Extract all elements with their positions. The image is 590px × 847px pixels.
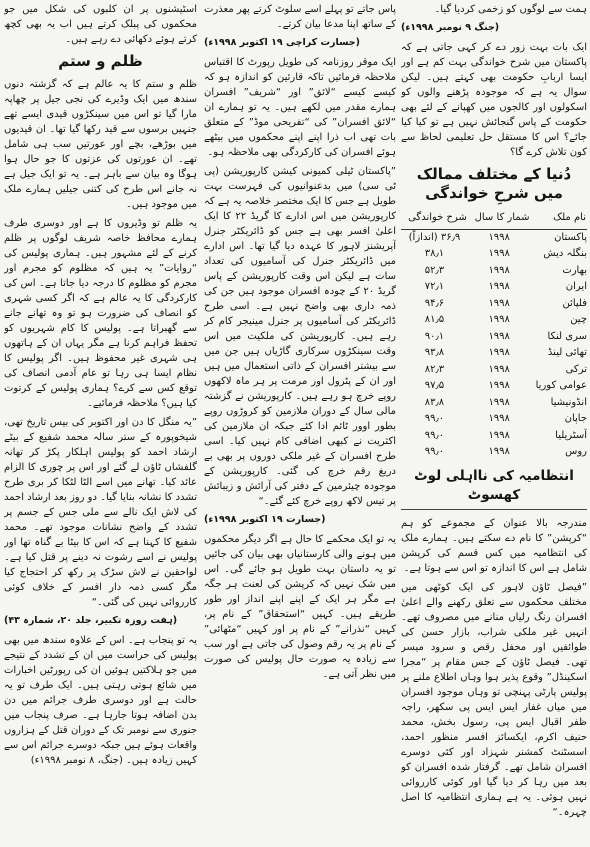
table-cell: ۹۴٫۶ bbox=[424, 297, 445, 309]
table-cell: ۱۹۹۸ bbox=[488, 380, 510, 391]
table-cell: ۱۹۹۸ bbox=[488, 363, 510, 375]
table-cell: عوامی کوریا bbox=[535, 380, 587, 391]
column-left bbox=[4, 2, 197, 845]
table-cell: ۱۹۹۸ bbox=[488, 281, 510, 292]
table-cell: تھائی لینڈ bbox=[547, 347, 587, 358]
literacy-table bbox=[401, 209, 587, 461]
source-citation: (جسارت ۱۹ اکتوبر ۱۹۹۸ء) bbox=[204, 514, 326, 525]
table-cell: بھارت bbox=[562, 264, 587, 276]
article-text: ایک موقر روزنامہ کی طویل رپورٹ کا اقتباس ملاحظہ فرمائیں تاکہ قارئین کو اندازہ ہو کہ کیسے کیسے “لائق” اور “شریف” افسران ہمارے مقدر میں لکھے ہیں۔ یہ تو ہمارے ان “لائق افسران” کی “تفریحی موڈ” کے متعلق بات تھی اب ذرا اپنے اپنے محکموں میں بیٹھے ہوئے افسران کی کارکردگی بھی ملاحظہ ہو۔ bbox=[204, 57, 396, 158]
column-header: شرح خواندگی bbox=[401, 209, 468, 229]
table-cell: بنگلہ دیش bbox=[543, 248, 587, 259]
table-cell: سری لنکا bbox=[547, 330, 587, 342]
table-cell: ۸۳٫۸ bbox=[424, 396, 445, 408]
table-row bbox=[401, 312, 587, 329]
table-cell: ۳۸٫۱ bbox=[424, 248, 445, 259]
table-cell: ۱۹۹۸ bbox=[488, 446, 510, 457]
article-text: ظلم و ستم کا یہ عالم ہے کہ گزشتہ دنوں سندھ میں ایک وڈیرے کی نجی جیل پر چھاپہ مارا گیا تو اس میں سینکڑوں قیدی ایسے تھے جنہیں برسوں سے قید رکھا گیا تھا۔ ان قیدیوں میں بوڑھے، بچے اور عورتیں سب ہی شامل تھے۔ ان عورتوں کی عزتوں کا جو حال ہوا ہوگا وہ بیان سے باہر ہے۔ یہ تو ایک جیل ہے نہ جانے اس طرح کی کتنی جیلیں ہمارے ملک میں موجود ہیں۔ bbox=[4, 79, 197, 210]
table-row bbox=[401, 329, 587, 346]
article-text: ”فیصل ٹاؤن لاہور کی ایک کوٹھی میں مختلف محکموں سے تعلق رکھنے والے اعلیٰ افسران رنگ رلیاں منانے میں مصروف تھے۔ انہیں غیر ملکی شراب، بازار حسن کی طوائفیں اور محفل رقص و سرود میسر تھی۔ فیصل ٹاؤن کے جس مقام پر “مجرا اسکینڈل” وقوع پذیر ہوا وہاں اطلاع ملنے پر پولیس پارٹی پہنچی تو وہاں موجود افسران میں میاں غفار ایس ایس پی سکھر، راجہ ظفر اقبال ایس پی، رسول بخش، محمد حنیف اکرم، ایکسائز افسر منظور احمد، اسسٹنٹ کمشنر شہزاد اور کئی دوسرے افسران شامل تھے۔ گرفتار شدہ افسران کو بعد میں رہا کر دیا گیا اور کوئی کارروائی نہیں ہوئی۔ یہ ہے ہماری انتظامیہ کا اصل چہرہ۔“ bbox=[401, 581, 587, 818]
table-cell: ۸۲٫۳ bbox=[424, 363, 445, 375]
article-text: یہ تو پنجاب ہے۔ اس کے علاوہ سندھ میں بھی پولیس کی حراست میں ان کے تشدد کے نتیجے میں جو ہلاکتیں ہوئیں ان کی رپورٹیں اخبارات میں شائع ہوتی رہتی ہیں۔ ایک طرف تو یہ حالت ہے اور دوسری طرف جرائم میں دن بدن اضافہ ہوتا جارہا ہے۔ صرف پنجاب میں جنوری سے نومبر تک کے دوران قتل کے ہزاروں واقعات ہوئے ہیں جبکہ دوسرے جرائم اس سے کہیں زیادہ ہیں۔ (جنگ، ۸ نومبر ۱۹۹۸ء) bbox=[4, 635, 197, 766]
article-text: یہ ظلم تو وڈیروں کا ہے اور دوسری طرف ہمارے محافظ خاصہ شریف لوگوں پر ظلم کرنے کے لئے مشہور ہیں۔ ہماری پولیس کی “روایات” یہ ہیں کہ مظلوم کو مجرم اور مجرم کو مظلوم کا درجہ دیا جاتا ہے۔ اس کی کارکردگی کا یہ عالم ہے کہ اگر کسی شہری کو انصاف کی ضرورت ہو تو وہ تھانے جانے سے گھبراتا ہے۔ پولیس کا کام شہریوں کو تحفظ فراہم کرنا ہے مگر یہاں ان کے ہاتھوں ہی شہری غیر محفوظ ہیں۔ اگر پولیس کا نظام ایسا ہی رہا تو عام آدمی انصاف کی توقع کس سے کرے؟ ہماری پولیس کے کرتوت کیا ہیں؟ ملاحظہ فرمائیے۔ bbox=[4, 218, 197, 409]
table-cell: جاپان bbox=[564, 413, 587, 424]
article-text: یہ تو ایک محکمے کا حال ہے اگر دیگر محکموں میں ہونے والی کارستانیاں بھی بیان کی جائیں تو یہ داستان بہت طویل ہو جائے گی۔ اس میں شک نہیں کہ کرپشن کی لعنت ہر جگہ ہے مگر ہر ایک کے اپنے اپنے انداز اور طور طریقے ہیں۔ کہیں “استحقاق” کے نام پر، کہیں “نذرانے” کے نام پر اور کہیں “مٹھائی” کے نام پر یہ رقم وصول کی جاتی ہے اور سب سے زیادہ یہ صورت حال پولیس کی صورت میں نظر آتی ہے۔ bbox=[204, 534, 396, 680]
table-row bbox=[401, 378, 587, 395]
table-row bbox=[401, 279, 587, 296]
table-cell: ۱۹۹۸ bbox=[488, 396, 510, 408]
table-cell: پاکستان bbox=[554, 231, 587, 243]
column-middle bbox=[204, 2, 396, 845]
article-text: اسٹیشنوں پر ان کلبوں کی شکل میں جو محکموں کی پبلک کرتے ہیں اب یہ بھی کچھ کرتے ہوئے دکھائی دے رہے ہیں۔ bbox=[4, 4, 197, 45]
table-cell: ۱۹۹۸ bbox=[488, 264, 510, 276]
article-text: ”پاکستان ٹیلی کمیونی کیشن کارپوریشن (پی ٹی سی) میں بدعنوانیوں کی فہرست بہت طویل ہے جس کا ایک مختصر خلاصہ یہ ہے کہ کارپوریشن میں اس ادارے کا گریڈ ۲۲ کا ایک اعلیٰ افسر بھی ہے جس کو ڈائریکٹر جنرل آپریشنز لاہور کا عہدہ دیا گیا تھا۔ اس ادارے میں ڈائریکٹر جنرل کی آسامیوں کی تعداد سات ہے لیکن اس وقت کارپوریشن کے پاس گریڈ ۲۰ کے چودہ افسران موجود ہیں جن کی ذمہ داری بھی واضح نہیں ہے۔ اسی طرح ڈائریکٹر کی آسامیوں پر جنرل مینیجر کام کر رہے ہیں۔ کارپوریشن کی ملکیت میں اس وقت سینکڑوں سرکاری گاڑیاں ہیں جن میں سے بیشتر افسران کے ذاتی استعمال میں ہیں اور ان کے پٹرول اور مرمت پر ہر ماہ لاکھوں روپے خرچ ہو رہے ہیں۔ کارپوریشن نے گزشتہ مالی سال کے دوران ملازمین کو کروڑوں روپے بطور اوور ٹائم ادا کئے جبکہ ان ملازمین کی اکثریت نے کبھی اضافی کام نہیں کیا۔ اسی طرح افسران کے غیر ملکی دوروں پر بھی بے دریغ رقم خرچ کی گئی۔ کارپوریشن کے موجودہ چیئرمین کے دفتر کی آرائش و زیبائش پر تیس لاکھ روپے خرچ کئے گئے۔“ bbox=[204, 166, 396, 507]
article-text: پاس جاتے تو پہلے اسے سلوٹ کرتے پھر معذرت کے ساتھ اپنا مدعا بیان کرتے۔ bbox=[204, 4, 396, 30]
table-cell: فلپائن bbox=[562, 297, 587, 309]
table-cell: ۹۹٫۰ bbox=[424, 413, 445, 424]
table-cell: ۳۶٫۹ (اندازاً) bbox=[408, 231, 461, 243]
article-text: ایک بات بہت زور دے کر کہی جاتی ہے کہ پاکستان میں شرح خواندگی بہت کم ہے اور ایسا اربابِ حکومت بھی کہتے ہیں۔ لیکن سوال یہ ہے کہ موجودہ پڑھنے والوں کو اسکولوں اور کالجوں میں کھپانے کے لئے بھی حکومت کے پاس گنجائش نہیں ہے تو کیا کیا جائے؟ اس کا مستقل حل تعلیمی لحاظ سے کون تلاش کرے گا؟ bbox=[401, 42, 587, 158]
table-row bbox=[401, 345, 587, 362]
article-text: ہمت سے لوگوں کو زخمی کردیا گیا۔ bbox=[434, 4, 587, 15]
section-heading-corruption: انتظامیہ کی نااہلی لوٹ کھسوٹ bbox=[401, 467, 587, 510]
source-citation: (ہفت روزہ تکبیر، جلد ۲۰، شمارہ ۴۳) bbox=[4, 615, 178, 626]
column-header: شمار کا سال bbox=[468, 209, 531, 229]
table-cell: ۱۹۹۸ bbox=[488, 248, 510, 259]
table-cell: ۷۲٫۱ bbox=[424, 281, 445, 292]
table-cell: ۱۹۹۸ bbox=[488, 231, 510, 243]
section-heading-oppression: ظلم و ستم bbox=[58, 52, 143, 70]
table-row bbox=[401, 444, 587, 461]
table-cell: ۱۹۹۸ bbox=[488, 330, 510, 342]
table-row bbox=[401, 395, 587, 412]
table-row bbox=[401, 362, 587, 379]
table-cell: ۱۹۹۸ bbox=[488, 297, 510, 309]
table-cell: ۹۷٫۵ bbox=[424, 380, 445, 391]
table-cell: ۹۰٫۱ bbox=[424, 330, 445, 342]
section-heading-literacy: دُنیا کے مختلف ممالک میں شرحِ خواندگی bbox=[416, 165, 572, 202]
table-cell: ۹۹٫۰ bbox=[424, 446, 445, 457]
table-header-row bbox=[401, 209, 587, 229]
table-row bbox=[401, 411, 587, 428]
table-cell: ایران bbox=[565, 281, 587, 292]
article-text: مندرجہ بالا عنوان کے مجموعے کو ہم “کرپشن” کا نام دے سکتے ہیں۔ ہمارے ملک کی انتظامیہ میں کس قسم کی کرپشن شامل ہے اس کا اندازہ تو اس سے ہوتا ہے۔ bbox=[401, 517, 587, 574]
table-cell: چین bbox=[570, 314, 587, 325]
table-row bbox=[401, 263, 587, 280]
column-header: نام ملک bbox=[530, 209, 587, 229]
source-citation: (جنگ ۹ نومبر ۱۹۹۸ء) bbox=[401, 22, 500, 33]
table-row bbox=[401, 296, 587, 313]
table-cell: ترکی bbox=[565, 363, 587, 375]
table-cell: ۵۲٫۳ bbox=[424, 264, 445, 276]
table-cell: آسٹریلیا bbox=[555, 429, 587, 441]
table-cell: ۱۹۹۸ bbox=[488, 429, 510, 441]
source-citation: (جسارت کراچی ۱۹ اکتوبر ۱۹۹۸ء) bbox=[204, 37, 360, 48]
table-row bbox=[401, 246, 587, 263]
table-cell: ۱۹۹۸ bbox=[488, 413, 510, 424]
table-cell: ۹۹٫۰ bbox=[424, 429, 445, 441]
table-cell: ۸۱٫۵ bbox=[424, 314, 445, 325]
table-row bbox=[401, 428, 587, 445]
column-right bbox=[401, 2, 587, 845]
table-cell: ۹۳٫۸ bbox=[424, 347, 445, 358]
table-cell: انڈونیشیا bbox=[550, 396, 587, 408]
article-text: ”یہ منگل کا دن اور اکتوبر کی بیس تاریخ تھی، شیخوپورہ کے ستر سالہ محمد شفیع کے بیٹے ارشاد احمد کو پولیس اہلکار پکڑ کر تھانہ گلفشاں ٹاؤن لے گئے اور اس پر چوری کا الزام عائد کیا۔ تھانے میں اسے الٹا لٹکا کر بری طرح تشدد کا نشانہ بنایا گیا۔ دو روز بعد ارشاد احمد کی لاش ایک نالے سے ملی جس کے جسم پر تشدد کے واضح نشانات موجود تھے۔ محمد شفیع کا کہنا ہے کہ اس کا بیٹا بے گناہ تھا اور پولیس نے اسے رشوت نہ دینے پر قتل کیا ہے۔ لواحقین نے لاش سڑک پر رکھ کر احتجاج کیا مگر کسی ذمہ دار افسر کے خلاف کوئی کارروائی نہیں کی گئی۔“ bbox=[4, 417, 197, 608]
table-cell: ۱۹۹۸ bbox=[488, 314, 510, 325]
table-cell: ۱۹۹۸ bbox=[488, 347, 510, 358]
table-cell: روس bbox=[565, 446, 587, 457]
table-row bbox=[401, 229, 587, 246]
